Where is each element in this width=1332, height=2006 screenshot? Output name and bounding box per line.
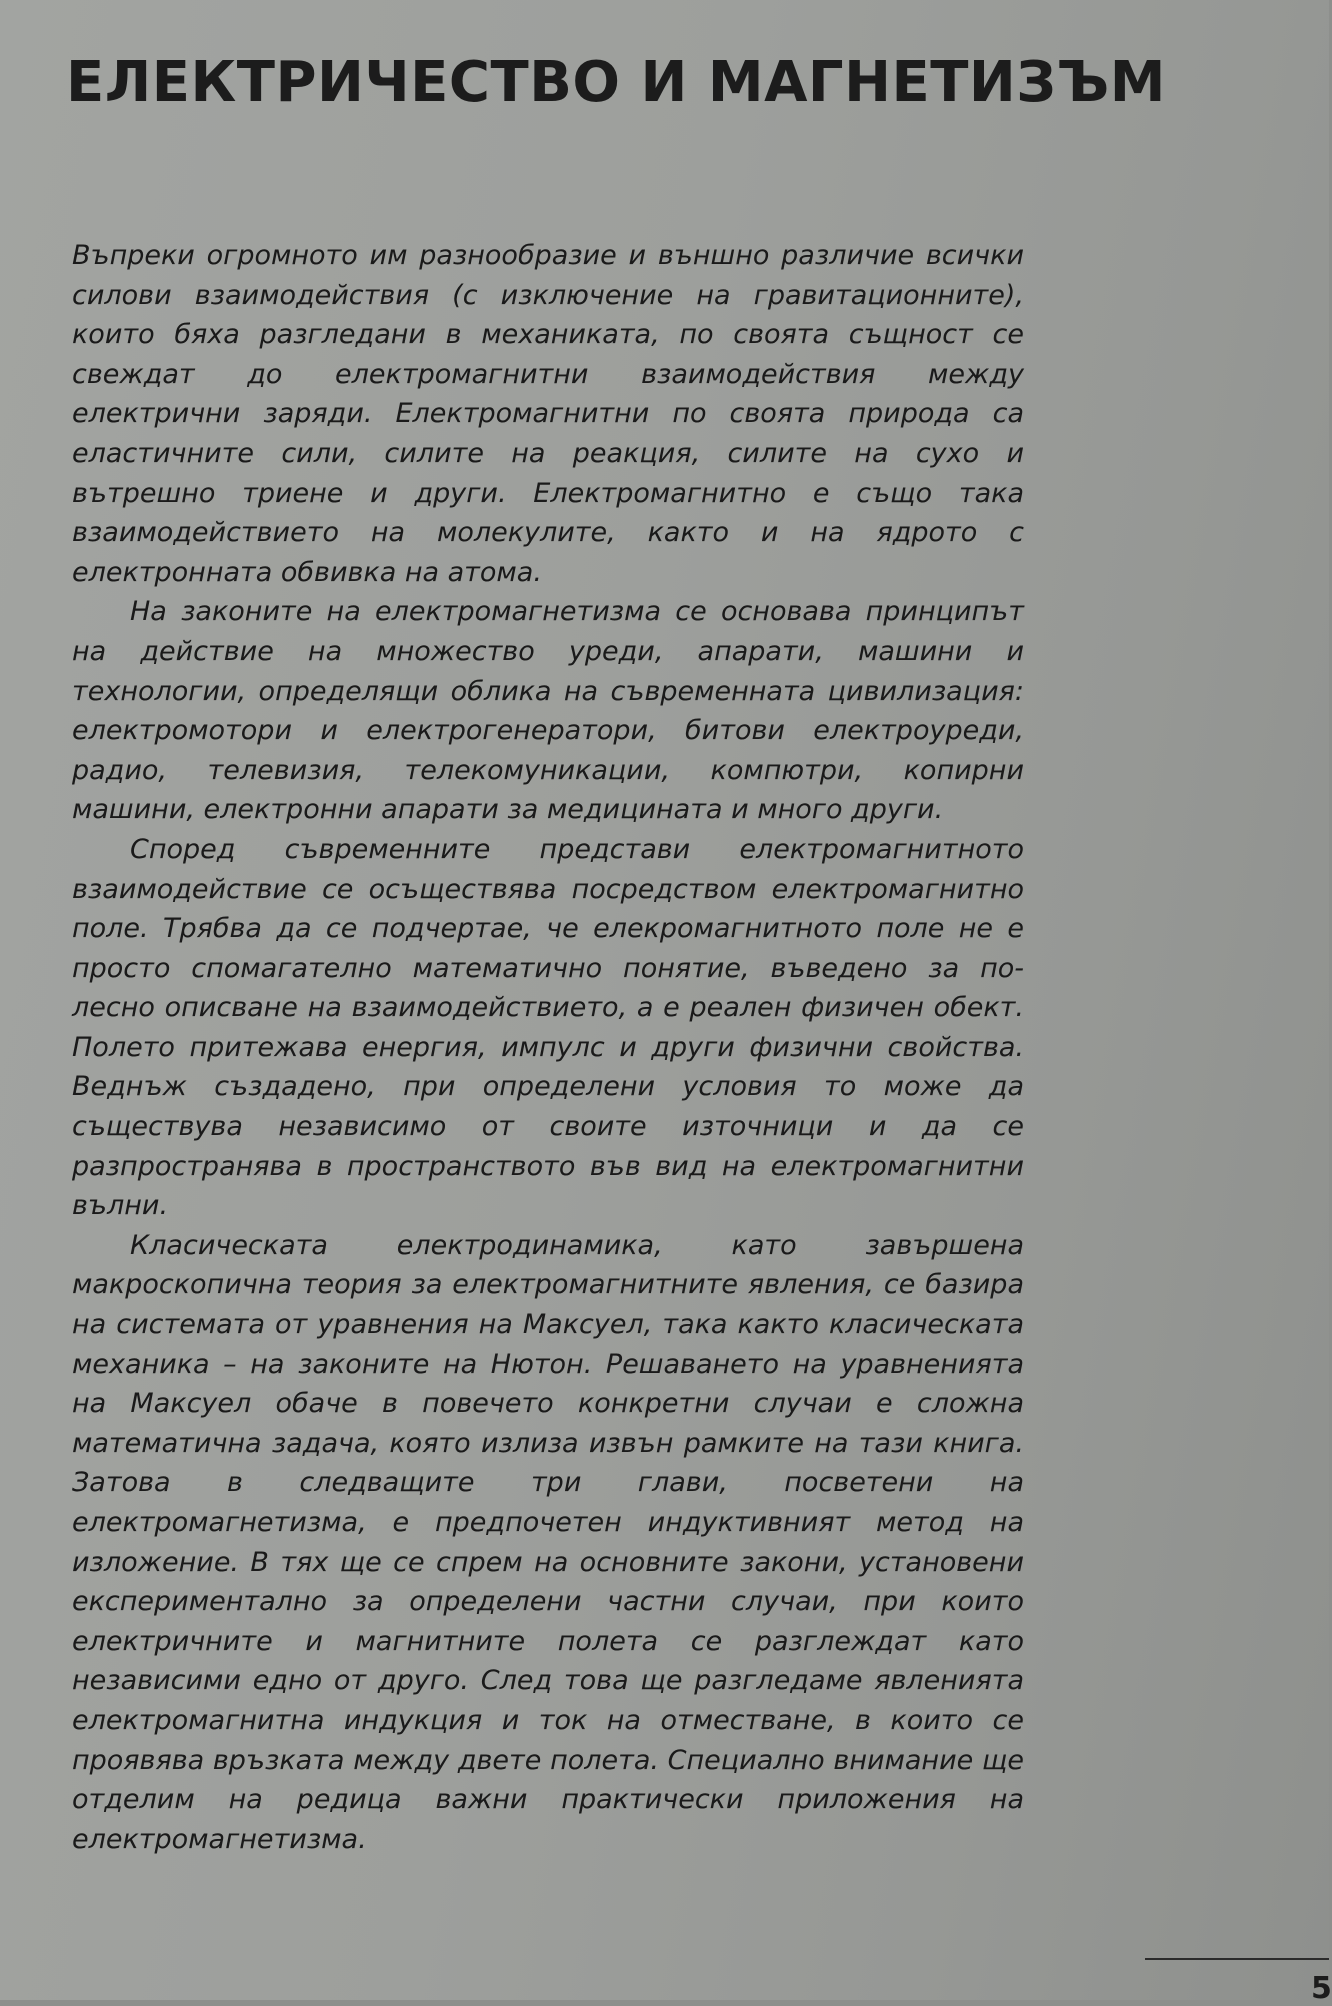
paragraph-1: Въпреки огромното им разнообразие и външно различие всички силови взаимодействия (с изключение на гравитационните), които бяха разгледани в механиката, по своята същност се свеждат до електромагнитни взаимодействия между електрични заряди. Електромагнитни по своята природа са еластичните сили, силите на реакция, силите на сухо и вътрешно триене и други. Електромагнитно е също така взаимодействието на молекулите, както и на ядрото с електронната обвивка на атома.	[72, 240, 1024, 588]
paragraph-4: Класическата електродинамика, като завършена макроскопична теория за електромагнитните явления, се базира на системата от уравнения на Максуел, така както класическата механика – на законите на Нютон. Решаването на уравненията на Максуел обаче в повечето конкретни случаи е сложна математична задача, която излиза извън рамките на тази книга. Затова в следващите три глави, посветени на електромагнетизма, е предпочетен индуктивният метод на изложение. В тях ще се спрем на основните закони, установени експериментално за определени частни случаи, при които електричните и магнитните полета се разглеждат като независими едно от друго. След това ще разгледаме явленията електромагнитна индукция и ток на отместване, в които се проявява връзката между двете полета. Специално внимание ще отделим на редица важни практически приложения на електромагнетизма.	[72, 1229, 1024, 1855]
footer-rule	[1145, 1958, 1329, 1960]
body-text	[72, 236, 1024, 1859]
paragraph-2: На законите на електромагнетизма се основава принципът на действие на множество уреди, апарати, машини и технологии, определящи облика на съвременната цивилизация: електромотори и електрогенератори, битови електроуреди, радио, телевизия, телекомуникации, компютри, копирни машини, електронни апарати за медицината и много други.	[72, 596, 1024, 826]
page-number: 5	[1311, 1971, 1332, 2006]
paragraph-3: Според съвременните представи електромагнитното взаимодействие се осъществява посредством електромагнитно поле. Трябва да се подчертае, че елекромагнитното поле не е просто спомагателно математично понятие, въведено за по-лесно описване на взаимодействието, а е реален физичен обект. Полето притежава енергия, импулс и други физични свойства. Веднъж създадено, при определени условия то може да съществува независимо от своите източници и да се разпространява в пространството във вид на електромагнитни вълни.	[72, 833, 1024, 1222]
chapter-title: ЕЛЕКТРИЧЕСТВО И МАГНЕТИЗЪМ	[66, 50, 1166, 115]
